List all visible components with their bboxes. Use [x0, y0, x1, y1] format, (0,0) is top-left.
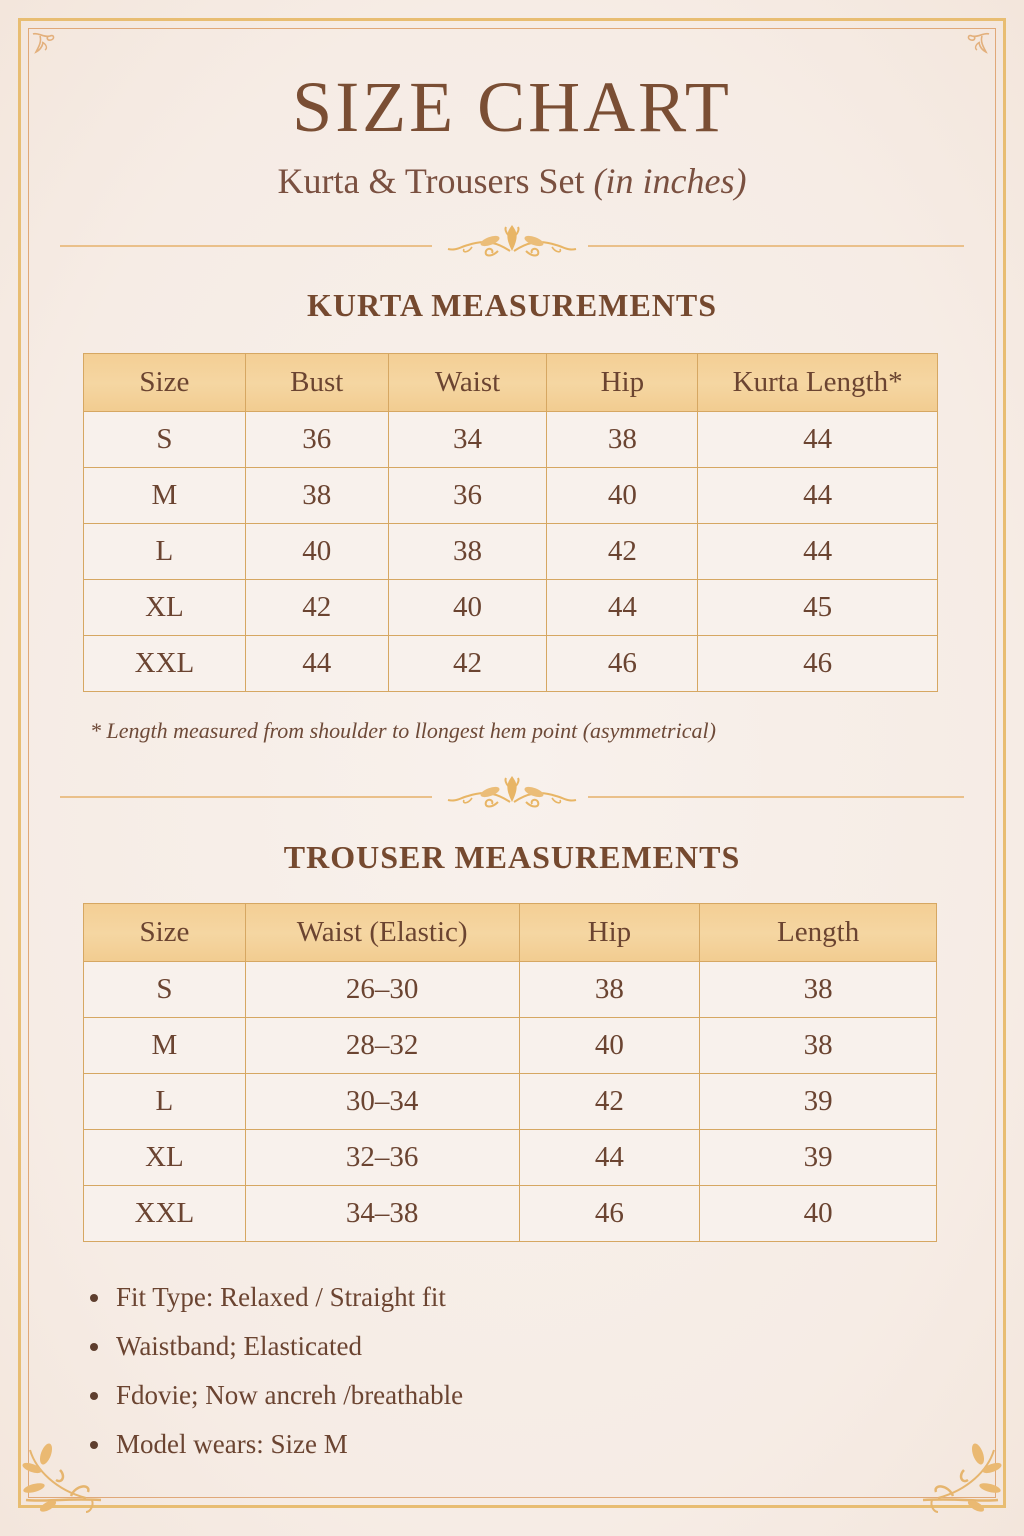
table-header-row: [84, 904, 937, 962]
column-header-hip: Hip: [519, 904, 700, 962]
table-row: [84, 524, 938, 580]
table-row: [84, 580, 938, 636]
divider-line: [60, 245, 432, 247]
bullet-icon: [90, 1343, 98, 1351]
waist-cell: 30–34: [245, 1074, 519, 1130]
trouser-section-title: TROUSER MEASUREMENTS: [283, 839, 741, 875]
note-waistband: [88, 1327, 463, 1376]
note-fabric: [88, 1376, 463, 1425]
size-cell: M: [84, 468, 246, 524]
size-cell: S: [84, 962, 246, 1018]
note-model-size: [88, 1425, 463, 1474]
size-cell: L: [84, 524, 246, 580]
size-cell: XL: [84, 580, 246, 636]
page-title: SIZE CHART: [292, 67, 732, 147]
table-row: [84, 1130, 937, 1186]
flourish-corner-icon: [30, 30, 58, 56]
waist-cell: 42: [388, 636, 547, 692]
column-header-kurta-length: Kurta Length*: [698, 354, 938, 412]
note-text: Fit Type: Relaxed / Straight fit: [116, 1282, 446, 1312]
table-row: [84, 1018, 937, 1074]
subtitle-main: Kurta & Trousers Set: [277, 161, 594, 201]
hip-cell: 38: [547, 412, 698, 468]
table-header-row: [84, 354, 938, 412]
size-cell: XXL: [84, 636, 246, 692]
kurta-size-table: [83, 353, 938, 692]
bust-cell: 38: [245, 468, 388, 524]
length-cell: 39: [700, 1074, 937, 1130]
hip-cell: 40: [547, 468, 698, 524]
hip-cell: 44: [547, 580, 698, 636]
column-header-waist: Waist: [388, 354, 547, 412]
note-fit-type: [88, 1278, 463, 1327]
table-row: [84, 962, 937, 1018]
table-row: [84, 412, 938, 468]
note-text: Model wears: Size M: [116, 1429, 348, 1459]
column-header-hip: Hip: [547, 354, 698, 412]
hip-cell: 44: [519, 1130, 700, 1186]
floral-divider-icon: [438, 221, 586, 270]
waist-cell: 34: [388, 412, 547, 468]
subtitle-units: (in inches): [593, 161, 747, 201]
size-cell: M: [84, 1018, 246, 1074]
waist-cell: 28–32: [245, 1018, 519, 1074]
waist-cell: 32–36: [245, 1130, 519, 1186]
bust-cell: 36: [245, 412, 388, 468]
length-cell: 44: [698, 412, 938, 468]
bust-cell: 40: [245, 524, 388, 580]
column-header-waist-elastic: Waist (Elastic): [245, 904, 519, 962]
bullet-icon: [90, 1294, 98, 1302]
column-header-bust: Bust: [245, 354, 388, 412]
divider-line: [588, 245, 964, 247]
size-cell: S: [84, 412, 246, 468]
flourish-corner-icon: [964, 30, 992, 56]
bust-cell: 44: [245, 636, 388, 692]
floral-divider-icon: [438, 772, 586, 821]
kurta-section-title: KURTA MEASUREMENTS: [306, 287, 718, 323]
note-text: Fdovie; Now ancreh /breathable: [116, 1380, 464, 1410]
divider-line: [60, 796, 432, 798]
bullet-icon: [90, 1441, 98, 1449]
length-cell: 38: [700, 1018, 937, 1074]
waist-cell: 34–38: [245, 1186, 519, 1242]
length-cell: 40: [700, 1186, 937, 1242]
hip-cell: 42: [547, 524, 698, 580]
section-divider: [60, 231, 964, 261]
trouser-size-table: [83, 903, 937, 1242]
column-header-length: Length: [700, 904, 937, 962]
hip-cell: 46: [547, 636, 698, 692]
kurta-length-footnote: * Length measured from shoulder to llongest hem point (asymmetrical): [90, 718, 716, 743]
divider-line: [588, 796, 964, 798]
hip-cell: 38: [519, 962, 700, 1018]
waist-cell: 26–30: [245, 962, 519, 1018]
length-cell: 38: [700, 962, 937, 1018]
length-cell: 39: [700, 1130, 937, 1186]
length-cell: 45: [698, 580, 938, 636]
leaf-corner-icon: [918, 1440, 1008, 1520]
bust-cell: 42: [245, 580, 388, 636]
hip-cell: 46: [519, 1186, 700, 1242]
size-cell: L: [84, 1074, 246, 1130]
note-text: Waistband; Elasticated: [116, 1331, 362, 1361]
column-header-size: Size: [84, 904, 246, 962]
size-cell: XXL: [84, 1186, 246, 1242]
hip-cell: 40: [519, 1018, 700, 1074]
length-cell: 44: [698, 524, 938, 580]
section-divider: [60, 782, 964, 812]
waist-cell: 36: [388, 468, 547, 524]
column-header-size: Size: [84, 354, 246, 412]
table-row: [84, 1074, 937, 1130]
table-row: [84, 468, 938, 524]
bullet-icon: [90, 1392, 98, 1400]
page-subtitle: [0, 160, 1024, 202]
size-cell: XL: [84, 1130, 246, 1186]
hip-cell: 42: [519, 1074, 700, 1130]
length-cell: 44: [698, 468, 938, 524]
table-row: [84, 636, 938, 692]
waist-cell: 40: [388, 580, 547, 636]
product-notes-list: [88, 1278, 463, 1474]
table-row: [84, 1186, 937, 1242]
length-cell: 46: [698, 636, 938, 692]
waist-cell: 38: [388, 524, 547, 580]
